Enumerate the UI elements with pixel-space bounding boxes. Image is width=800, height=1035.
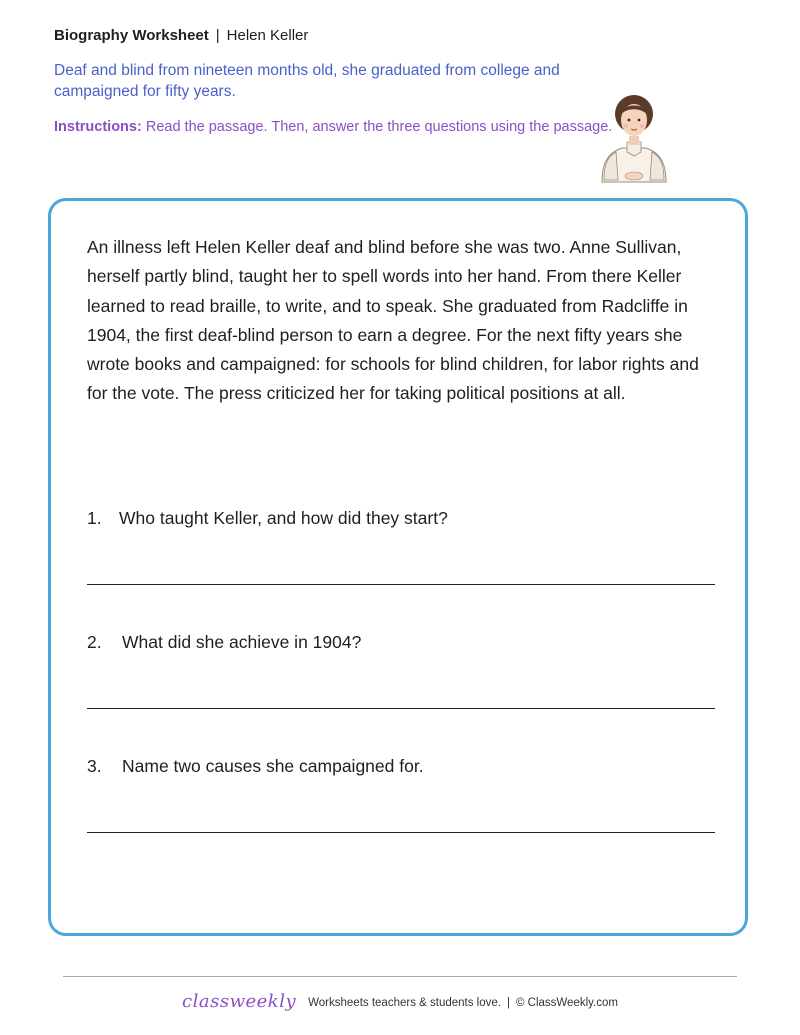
answer-line-3[interactable] [87, 832, 715, 833]
brand-logo: classweekly [182, 991, 297, 1012]
instructions-text: Read the passage. Then, answer the three questions using the passage. [145, 119, 613, 135]
question-text: Who taught Keller, and how did they start? [119, 508, 448, 528]
footer-separator: | [506, 997, 510, 1009]
answer-line-1[interactable] [87, 584, 715, 585]
worksheet-header [54, 26, 614, 138]
page-footer [0, 990, 800, 1015]
footer-copyright: © ClassWeekly.com [515, 997, 618, 1009]
question-text: Name two causes she campaigned for. [122, 756, 424, 776]
worksheet-type: Biography Worksheet [54, 27, 209, 44]
woman-portrait-icon [596, 92, 672, 184]
question-number: 2. [87, 632, 102, 652]
worksheet-subtitle: Deaf and blind from nineteen months old, she graduated from college and campaigned for fifty years. [54, 62, 560, 100]
footer-divider [63, 976, 737, 977]
question-number: 1. [87, 508, 102, 528]
instructions [54, 116, 614, 138]
worksheet-title [54, 26, 614, 46]
answer-line-2[interactable] [87, 708, 715, 709]
question-3 [87, 754, 717, 778]
instructions-label: Instructions: [54, 119, 142, 135]
question-2 [87, 630, 717, 654]
footer-tagline: Worksheets teachers & students love. [308, 997, 501, 1009]
passage-card [48, 198, 748, 936]
question-1 [87, 506, 717, 530]
question-number: 3. [87, 756, 102, 776]
question-text: What did she achieve in 1904? [122, 632, 362, 652]
subject-name: Helen Keller [226, 27, 309, 44]
title-separator: | [215, 27, 220, 44]
biography-passage: An illness left Helen Keller deaf and blind before she was two. Anne Sullivan, herself partly blind, taught her to spell words into her hand. From there Keller learned to read braille, to write, and to speak. She graduated from Radcliffe in 1904, the first deaf-blind person to earn a degree. For the next fifty years she wrote books and campaigned: for schools for blind children, for labor rights and for the vote. The press criticized her for taking political positions at all. [87, 237, 699, 404]
